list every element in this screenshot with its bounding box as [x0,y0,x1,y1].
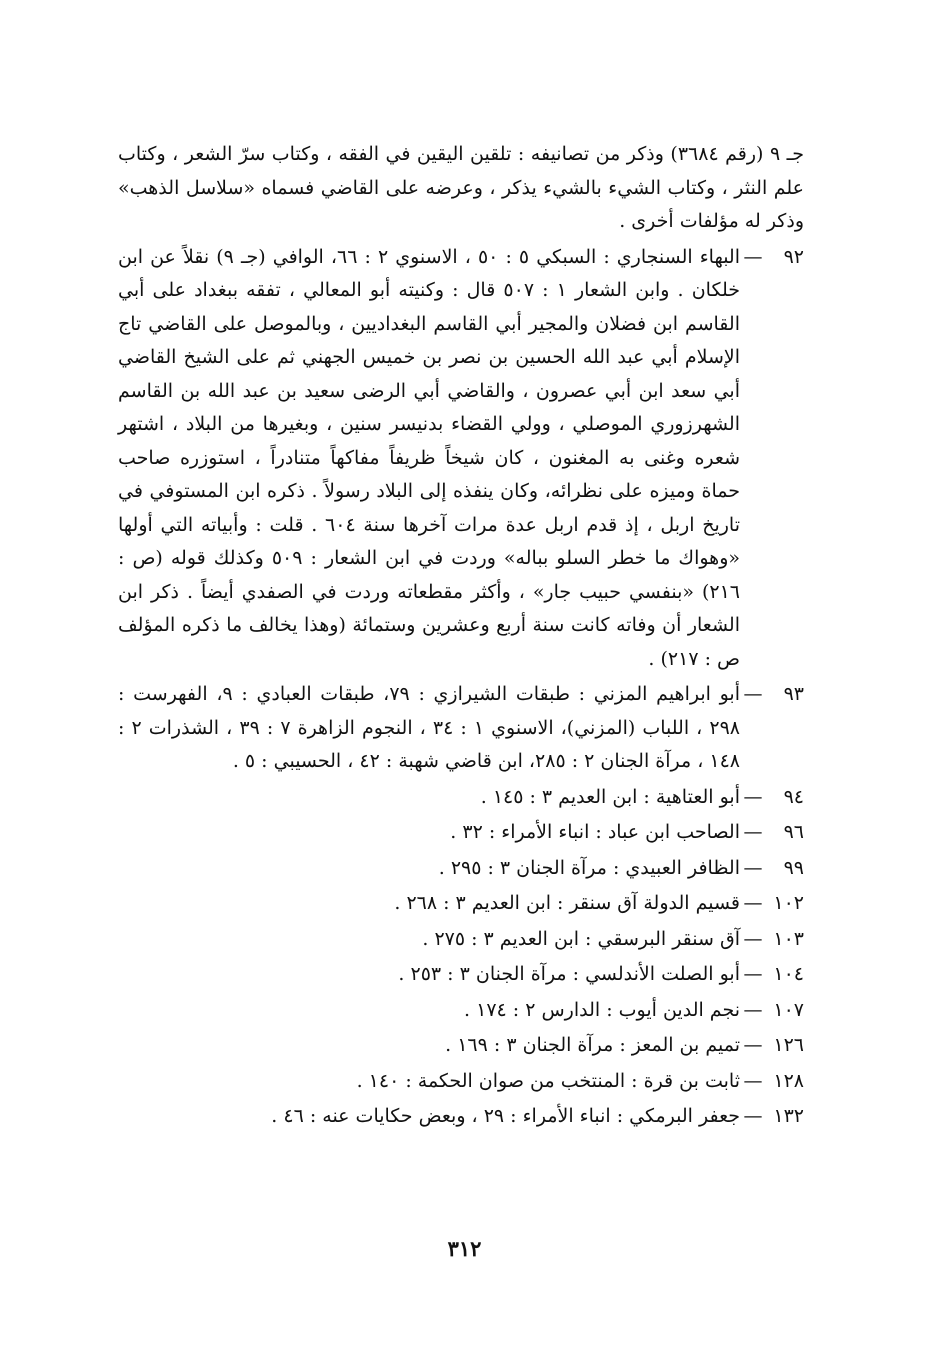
page-number: ٣١٢ [447,1236,482,1261]
note-entry-94 [118,781,804,815]
entry-dash: — [743,245,763,268]
note-entry-96 [118,816,804,850]
entry-dash: — [743,785,763,808]
entry-number: ٩٦ [783,821,804,843]
entry-text: آق سنقر البرسقي : ابن العديم ٣ : ٢٧٥ . [422,927,740,950]
entry-number: ٩٤ [783,785,804,808]
entry-text: البهاء السنجاري : السبكي ٥ : ٥٠ ، الاسنوي ٢ : ٦٦، الوافي (جـ ٩) نقلاً عن ابن خلكان . وابن الشعار ١ : ٥٠٧ قال : وكنيته أبو المعالي ، تفقه ببغداد على أبي القاسم ابن فضلان والمجير أبي القاسم البغداديين ، وبالموصل على القاضي تاج الإسلام أبي عبد الله الحسين بن نصر بن خميس الجهني ثم على الشيخ القاضي أبي سعد ابن أبي عصرون ، والقاضي أبي الرضى سعيد بن عبد الله بن القاسم الشهرزوري الموصلي ، وولي القضاء بدنيسر سنين ، وبغيرها من البلاد ، اشتهر شعره وغنى به المغنون ، كان شيخاً ظريفاً مفاكهاً متنادراً ، استوزره صاحب حماة وميزه على نظرائه، وكان ينفذه إلى البلاد رسولاً . ذكره ابن المستوفي في تاريخ اربل ، إذ قدم اربل عدة مرات آخرها سنة ٦٠٤ . قلت : وأبياته التي أولها «وهواك ما خطر السلو بباله» وردت في ابن الشعار : ٥٠٩ وكذلك قوله (ص : ٢١٦) «بنفسي حبيب جار» ، وأكثر مقطعاته وردت في الصفدي أيضاً . ذكر ابن الشعار أن وفاته كانت سنة أربع وعشرين وستمائة (وهذا يخالف ما ذكره المؤلف ص : ٢١٧) . [118,245,741,670]
note-entry-103 [118,923,804,957]
entry-number: ١٢٦ [773,1034,804,1056]
entry-dash: — [743,1069,763,1092]
note-entry-92 [118,241,804,677]
entry-dash: — [743,856,763,879]
entry-number: ١٠٢ [773,892,804,914]
entry-dash: — [743,963,763,985]
entry-dash: — [743,1034,763,1056]
note-entry-102 [118,887,804,921]
note-entry-104 [118,958,804,992]
entry-text: الصاحب ابن عباد : انباء الأمراء : ٣٢ . [450,821,740,843]
notes-text-block [118,138,804,1134]
entry-number: ١٢٨ [773,1069,804,1092]
entry-text: نجم الدين أيوب : الدارس ٢ : ١٧٤ . [464,998,740,1021]
entry-number: ٩٣ [783,683,804,705]
entry-text: أبو الصلت الأندلسي : مرآة الجنان ٣ : ٢٥٣ . [398,963,740,985]
entry-text: جعفر البرمكي : انباء الأمراء : ٢٩ ، وبعض حكايات عنه : ٤٦ . [271,1105,740,1127]
entry-text: الظافر العبيدي : مرآة الجنان ٣ : ٢٩٥ . [438,856,740,879]
entry-dash: — [743,892,763,914]
entry-dash: — [743,998,763,1021]
entry-number: ١٠٣ [773,927,804,950]
note-entry-126 [118,1029,804,1063]
entry-text: أبو العتاهية : ابن العديم ٣ : ١٤٥ . [480,785,740,808]
note-entry-128 [118,1065,804,1099]
entry-number: ٩٢ [783,245,804,268]
note-entry-93 [118,678,804,779]
entry-number: ١٣٢ [773,1105,804,1127]
entry-dash: — [743,1105,763,1127]
entry-dash: — [743,683,763,705]
entry-number: ١٠٤ [773,963,804,985]
entry-dash: — [743,821,763,843]
entry-number: ١٠٧ [773,998,804,1021]
entry-text: ثابت بن قرة : المنتخب من صوان الحكمة : ١٤٠ . [356,1069,740,1092]
note-entry-107 [118,994,804,1028]
entry-text: أبو ابراهيم المزني : طبقات الشيرازي : ٧٩، طبقات العبادي : ٩، الفهرست : ٢٩٨ ، اللباب (المزني)، الاسنوي ١ : ٣٤ ، النجوم الزاهرة ٧ : ٣٩ ، الشذرات ٢ : ١٤٨ ، مرآة الجنان ٢ : ٢٨٥، ابن قاضي شهبة : ٤٢ ، الحسيبي : ٥ . [118,683,741,772]
entry-text: قسيم الدولة آق سنقر : ابن العديم ٣ : ٢٦٨ . [394,892,740,914]
note-entry-132 [118,1100,804,1134]
entry-text: تميم بن المعز : مرآة الجنان ٣ : ١٦٩ . [445,1034,740,1056]
entry-number: ٩٩ [783,856,804,879]
note-entry-99 [118,852,804,886]
continuation-paragraph: جـ ٩ (رقم ٣٦٨٤) وذكر من تصانيفه : تلقين اليقين في الفقه ، وكتاب سرّ الشعر ، وكتاب علم النثر ، وكتاب الشيء بالشيء يذكر ، وعرضه على القاضي فسماه «سلاسل الذهب» وذكر له مؤلفات أخرى . [118,143,804,232]
entry-dash: — [743,927,763,950]
